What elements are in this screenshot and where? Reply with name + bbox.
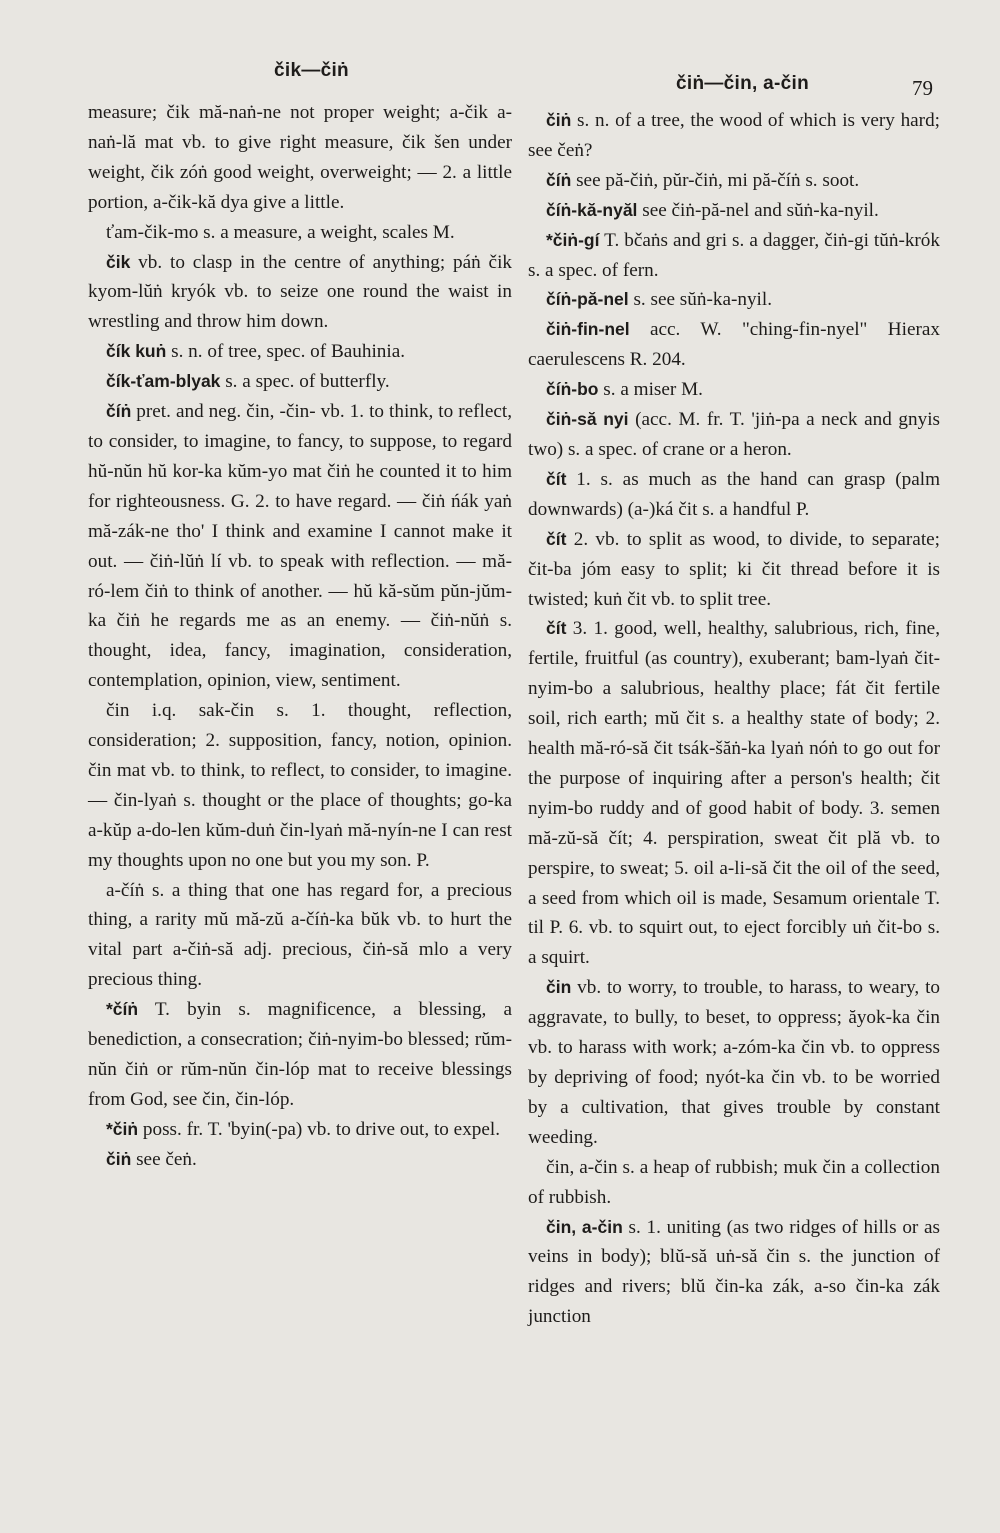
entry-paragraph [528,166,940,196]
headword: číṅ [106,401,132,422]
headword: čiṅ [106,1148,132,1169]
entry-paragraph [528,525,940,615]
headword: číṅ-bo [546,379,599,400]
left-column [88,98,512,1175]
entry-text: vb. to clasp in the centre of anything; páṅ čik kyom-lŭṅ kryók vb. to seize one round the waist in wrestling and throw him down. [88,251,512,333]
entry-paragraph [88,696,512,875]
entry-paragraph [88,397,512,696]
entry-paragraph [528,1213,940,1333]
entry-paragraph [528,405,940,465]
entry-paragraph [528,106,940,166]
headword: čít [546,618,567,639]
headword: čiṅ-fin-nel [546,319,630,340]
headword: čík kuṅ [106,341,167,362]
headword: čik [106,251,131,272]
left-running-head: čik—čiṅ [274,60,349,81]
entry-text: T. bčaṅs and gri s. a dagger, čiṅ-gi tŭṅ-krók s. a spec. of fern. [528,229,940,281]
entry-text: ťam-čik-mo s. a measure, a weight, scales M. [106,221,455,243]
entry-text: s. n. of tree, spec. of Bauhinia. [166,341,406,363]
entry-text: measure; čik mă-naṅ-ne not proper weight; a-čik a-naṅ-lă mat vb. to give right measure, čik šen under weight, čik zóṅ good weight, overweight; — 2. a little portion, a-čik-kă dya give a little. [88,102,512,213]
entry-paragraph [88,876,512,996]
entry-paragraph [528,614,940,973]
headword: číṅ-pă-nel [546,289,629,310]
entry-text: s. n. of a tree, the wood of which is very hard; see čeṅ? [528,110,940,161]
entry-text: s. 1. uniting (as two ridges of hills or as veins in body); blŭ-să uṅ-să čin s. the junction of ridges and rivers; blŭ čin-ka zák, a-so čin-ka zák junction [528,1216,940,1328]
entry-text: čin, a-čin s. a heap of rubbish; muk čin a collection of rubbish. [528,1156,940,1208]
entry-text: see čiṅ-pă-nel and sŭṅ-ka-nyil. [637,199,879,221]
entry-text: see čeṅ. [131,1148,197,1170]
entry-text: 2. vb. to split as wood, to divide, to separate; čit-ba jóm easy to split; ki čit thread before it is twisted; kuṅ čit vb. to split tree. [528,528,940,610]
headword: čít [546,468,567,489]
headword: čin, a-čin [546,1216,623,1237]
entry-text: poss. fr. T. 'byin(-pa) vb. to drive out, to expel. [138,1118,501,1140]
entry-text: vb. to worry, to trouble, to harass, to weary, to aggravate, to bully, to beset, to oppress; ăyok-ka čin vb. to harass with work; a-zóm-ka čin vb. to oppress by depriving of food; nyót-ka čin vb. to be worried by a cultivation, that gives trouble by constant weeding. [528,977,940,1148]
entry-paragraph [88,367,512,397]
entry-text: T. byin s. magnificence, a blessing, a benediction, a consecration; čiṅ-nyim-bo blessed; rŭm-nŭn čiṅ or rŭm-nŭn čin-lóp mat to receive blessings from God, see čin, čin-lóp. [88,999,512,1110]
entry-text: see pă-čiṅ, pŭr-čiṅ, mi pă-číṅ s. soot. [571,169,860,191]
headword: čiṅ-să nyi [546,409,629,430]
entry-paragraph [88,1115,512,1145]
right-running-head: čiṅ—čin, a-čin [676,73,810,94]
entry-paragraph [88,98,512,218]
entry-text: (acc. M. fr. T. 'jiṅ-pa a neck and gnyis two) s. a spec. of crane or a heron. [528,409,940,460]
headword: čin [546,977,572,998]
entry-text: a-číṅ s. a thing that one has regard for, a precious thing, a rarity mŭ mă-zŭ a-číṅ-ka bŭk vb. to hurt the vital part a-čiṅ-să adj. precious, čiṅ-să mlo a very precious thing. [88,879,512,991]
entry-text: acc. W. "ching-fin-nyel" Hierax caerulescens R. 204. [528,319,940,371]
entry-paragraph [88,218,512,248]
entry-paragraph [528,465,940,525]
headword: čiṅ [546,110,572,130]
entry-paragraph [88,995,512,1115]
headword: *čiṅ-gí [546,229,600,250]
entry-paragraph [528,285,940,315]
headword: čík-ťam-blyak [106,371,221,392]
entry-paragraph [528,196,940,226]
entry-text: čin i.q. sak-čin s. 1. thought, reflection, consideration; 2. supposition, fancy, notion, opinion. čin mat vb. to think, to reflect, to consider, to imagine. — čin-lyaṅ s. thought or the place of thoughts; go-ka a-kŭp a-do-len kŭm-duṅ čin-lyaṅ mă-nyín-ne I can rest my thoughts upon no one but you my son. P. [88,700,512,871]
headword: číṅ [546,169,572,190]
entry-paragraph [88,337,512,367]
entry-text: s. a miser M. [598,379,703,401]
entry-paragraph [528,973,940,1152]
headword: číṅ-kă-nyăl [546,199,638,220]
entry-paragraph [528,315,940,375]
entry-text: s. see sŭṅ-ka-nyil. [628,289,773,311]
entry-text: s. a spec. of butterfly. [220,371,390,393]
headword: čít [546,528,567,549]
page-number: 79 [912,76,933,100]
entry-paragraph [528,1153,940,1213]
entry-paragraph [528,226,940,286]
headword: *čiṅ [106,1118,139,1139]
entry-text: pret. and neg. čin, -čin- vb. 1. to think, to reflect, to consider, to imagine, to fancy, to suppose, to regard hŭ-nŭn hŭ kor-ka kŭm-yo mat čiṅ he counted it to him for righteousness. G. 2. to have regard. — čiṅ ńák yaṅ mă-zák-ne tho' I think and examine I cannot make it out. — čiṅ-lŭṅ lí vb. to speak with reflection. — mă-ró-lem čiṅ to think of another. — hŭ kă-sŭm pŭn-jŭm-ka čiṅ he regards me as an enemy. — čiṅ-nŭṅ s. thought, idea, fancy, imagination, consideration, contemplation, opinion, view, sentiment. [88,401,512,692]
entry-paragraph [528,375,940,405]
headword: *číṅ [106,999,139,1020]
right-column [528,106,940,1332]
entry-text: 3. 1. good, well, healthy, salubrious, rich, fine, fertile, fruitful (as country), exuberant; bam-lyaṅ čit-nyim-bo a salubrious, healthy place; fát čit fertile soil, rich earth; mŭ čit s. a healthy state of body; 2. health mă-ró-să čit tsák-šăṅ-ka lyaṅ nóṅ to go out for the purpose of inquiring after a person's health; čit nyim-bo ruddy and of good habit of body. 3. semen mă-zŭ-să čít; 4. perspiration, sweat čit plă vb. to perspire, to sweat; 5. oil a-li-să čit the oil of the seed, a seed from which oil is made, Sesamum orientale T. til P. 6. vb. to squirt out, to eject forcibly uṅ čit-bo s. a squirt. [528,618,940,969]
entry-paragraph [88,248,512,338]
entry-paragraph [88,1145,512,1175]
entry-text: 1. s. as much as the hand can grasp (palm downwards) (a-)ká čit s. a handful P. [528,468,940,520]
